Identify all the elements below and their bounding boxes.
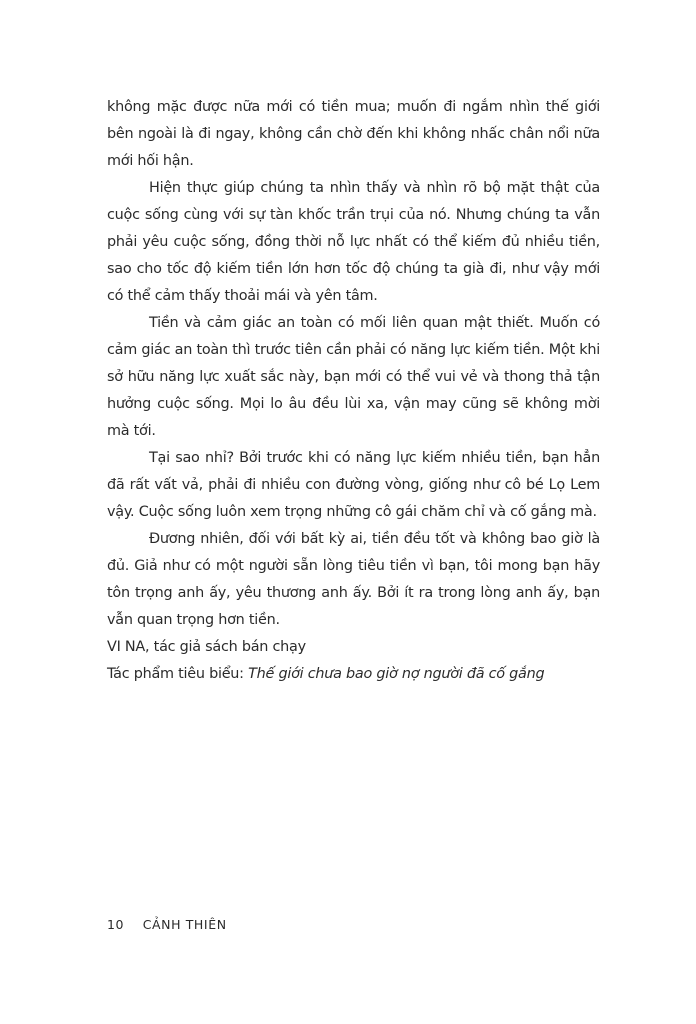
paragraph: Đương nhiên, đối với bất kỳ ai, tiền đều tốt và không bao giờ là đủ. Giả như có một người sẵn lòng tiêu tiền vì bạn, tôi mong bạn hãy tôn trọng anh ấy, yêu thương anh ấy. Bởi ít ra trong lòng anh ấy, bạn vẫn quan trọng hơn tiền. [107,531,600,628]
paragraph: Tại sao nhỉ? Bởi trước khi có năng lực kiếm nhiều tiền, bạn hẳn đã rất vất vả, phải đi nhiều con đường vòng, giống như cô bé Lọ Lem vậy. Cuộc sống luôn xem trọng những cô gái chăm chỉ và cố gắng mà. [107,450,600,520]
page-footer [107,917,227,932]
signature-author: VI NA, tác giả sách bán chạy [107,639,306,655]
page-number: 10 [107,917,125,932]
signature-works [107,661,600,688]
paragraph-continuation: không mặc được nữa mới có tiền mua; muốn đi ngắm nhìn thế giới bên ngoài là đi ngay, không cần chờ đến khi không nhấc chân nổi nữa mới hối hận. [107,99,600,169]
paragraph: Hiện thực giúp chúng ta nhìn thấy và nhìn rõ bộ mặt thật của cuộc sống cùng với sự tàn khốc trần trụi của nó. Nhưng chúng ta vẫn phải yêu cuộc sống, đồng thời nỗ lực nhất có thể kiếm đủ nhiều tiền, sao cho tốc độ kiếm tiền lớn hơn tốc độ chúng ta già đi, như vậy mới có thể cảm thấy thoải mái và yên tâm. [107,180,600,304]
running-title: CẢNH THIÊN [142,917,227,932]
body-text [107,94,600,688]
works-label: Tác phẩm tiêu biểu: [107,666,249,682]
works-title: Thế giới chưa bao giờ nợ người đã cố gắng [248,666,545,682]
paragraph: Tiền và cảm giác an toàn có mối liên quan mật thiết. Muốn có cảm giác an toàn thì trước tiên cần phải có năng lực kiếm tiền. Một khi sở hữu năng lực xuất sắc này, bạn mới có thể vui vẻ và thong thả tận hưởng cuộc sống. Mọi lo âu đều lùi xa, vận may cũng sẽ không mời mà tới. [107,315,600,439]
